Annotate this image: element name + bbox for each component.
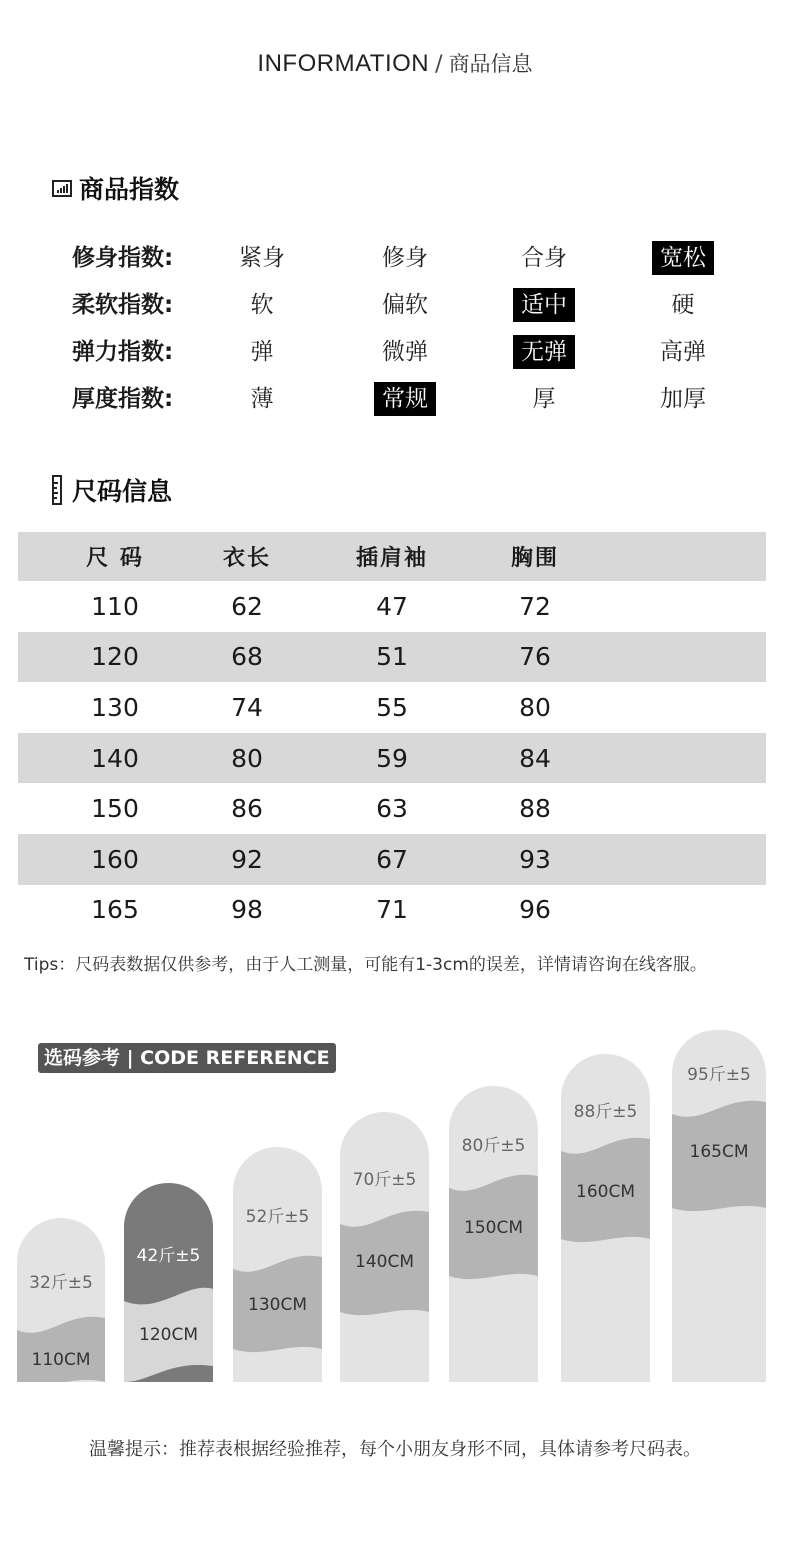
index-option: 偏软 — [382, 292, 428, 318]
table-cell: 93 — [519, 844, 551, 874]
table-cell: 76 — [519, 642, 551, 672]
table-cell: 92 — [231, 844, 263, 874]
reference-pill — [233, 1147, 322, 1382]
table-cell: 67 — [376, 844, 408, 874]
table-cell: 110 — [91, 591, 139, 621]
table-cell: 88 — [519, 794, 551, 824]
index-option: 加厚 — [660, 386, 706, 412]
reference-pill — [449, 1086, 538, 1382]
index-row-label: 弹力指数: — [72, 339, 174, 365]
index-option: 薄 — [250, 386, 274, 412]
height-label: 160CM — [576, 1182, 635, 1202]
table-cell: 80 — [231, 743, 263, 773]
index-row-label: 厚度指数: — [72, 386, 174, 412]
table-header-cell: 尺 码 — [86, 546, 144, 571]
index-option: 高弹 — [660, 339, 706, 365]
index-option: 软 — [250, 292, 274, 318]
header-en: INFORMATION — [257, 50, 430, 77]
table-header-row — [18, 532, 766, 581]
weight-label: 52斤±5 — [245, 1207, 310, 1227]
reference-pill — [561, 1054, 650, 1382]
table-cell: 150 — [91, 794, 139, 824]
table-cell: 51 — [376, 642, 408, 672]
table-cell: 120 — [91, 642, 139, 672]
table-cell: 160 — [91, 844, 139, 874]
size-table — [18, 532, 766, 935]
table-cell: 80 — [519, 692, 551, 722]
table-cell: 71 — [376, 895, 408, 925]
index-row — [72, 335, 772, 369]
height-label: 130CM — [248, 1295, 307, 1315]
weight-label: 42斤±5 — [136, 1246, 201, 1266]
index-row-label: 柔软指数: — [72, 292, 174, 318]
ruler-icon — [52, 475, 62, 505]
height-label: 165CM — [689, 1142, 749, 1162]
footer-note: 温馨提示：推荐表根据经验推荐，每个小朋友身形不同，具体请参考尺码表。 — [89, 1439, 701, 1460]
weight-label: 70斤±5 — [352, 1170, 417, 1190]
reference-pill — [17, 1218, 105, 1382]
weight-label: 88斤±5 — [573, 1102, 638, 1122]
table-cell: 96 — [519, 895, 551, 925]
index-option: 紧身 — [239, 245, 285, 271]
reference-pill — [672, 1030, 766, 1382]
index-row-label: 修身指数: — [72, 245, 174, 271]
reference-pill — [124, 1183, 213, 1382]
table-cell: 68 — [231, 642, 263, 672]
size-section-title — [52, 472, 172, 508]
table-cell: 63 — [376, 794, 408, 824]
table-cell: 130 — [91, 692, 139, 722]
index-option: 合身 — [521, 245, 567, 271]
weight-label: 32斤±5 — [29, 1273, 93, 1293]
table-cell: 140 — [91, 743, 139, 773]
pill-band-graphic — [233, 1147, 322, 1382]
header-cn: 商品信息 — [448, 52, 533, 76]
table-cell: 55 — [376, 692, 408, 722]
height-label: 120CM — [139, 1325, 198, 1345]
table-row — [18, 783, 766, 834]
header-separator: / — [435, 52, 443, 77]
index-option-selected: 无弹 — [513, 335, 575, 369]
height-label: 140CM — [355, 1252, 414, 1272]
code-reference-badge: 选码参考 | CODE REFERENCE — [38, 1043, 336, 1073]
height-label: 110CM — [31, 1350, 91, 1370]
weight-label: 80斤±5 — [461, 1136, 526, 1156]
index-option: 硬 — [671, 292, 695, 318]
table-row — [18, 733, 766, 784]
index-row — [72, 241, 772, 275]
height-band-tail — [124, 1365, 213, 1382]
index-option: 厚 — [532, 386, 556, 412]
table-row — [18, 834, 766, 885]
table-header-cell: 插肩袖 — [355, 546, 429, 571]
size-title-text: 尺码信息 — [72, 477, 173, 506]
index-option: 修身 — [382, 245, 428, 271]
index-row — [72, 382, 772, 416]
page-header — [0, 48, 790, 78]
tips-text: Tips：尺码表数据仅供参考，由于人工测量，可能有1-3cm的误差，详情请咨询在线客服。 — [24, 955, 707, 975]
bar-chart-icon — [52, 180, 72, 197]
index-section-title — [52, 170, 179, 206]
index-row — [72, 288, 772, 322]
table-cell: 74 — [231, 692, 263, 722]
table-cell: 47 — [376, 591, 408, 621]
table-row — [18, 632, 766, 683]
table-cell: 98 — [231, 895, 263, 925]
table-cell: 165 — [91, 895, 139, 925]
index-option-selected: 适中 — [513, 288, 575, 322]
weight-label: 95斤±5 — [687, 1065, 751, 1085]
table-cell: 84 — [519, 743, 551, 773]
table-cell: 86 — [231, 794, 263, 824]
table-header-cell: 衣长 — [222, 546, 272, 571]
table-cell: 59 — [376, 743, 408, 773]
table-row — [18, 885, 766, 936]
pill-band-graphic — [340, 1112, 429, 1382]
index-option: 弹 — [250, 339, 274, 365]
index-option: 微弹 — [382, 339, 428, 365]
index-option-selected: 宽松 — [652, 241, 714, 275]
reference-pill — [340, 1112, 429, 1382]
index-option-selected: 常规 — [374, 382, 436, 416]
table-row — [18, 682, 766, 733]
table-cell: 62 — [231, 591, 263, 621]
height-label: 150CM — [464, 1218, 523, 1238]
table-row — [18, 581, 766, 632]
table-cell: 72 — [519, 591, 551, 621]
pill-band-graphic — [124, 1183, 213, 1382]
index-title-text: 商品指数 — [79, 175, 180, 204]
table-header-cell: 胸围 — [510, 546, 560, 571]
